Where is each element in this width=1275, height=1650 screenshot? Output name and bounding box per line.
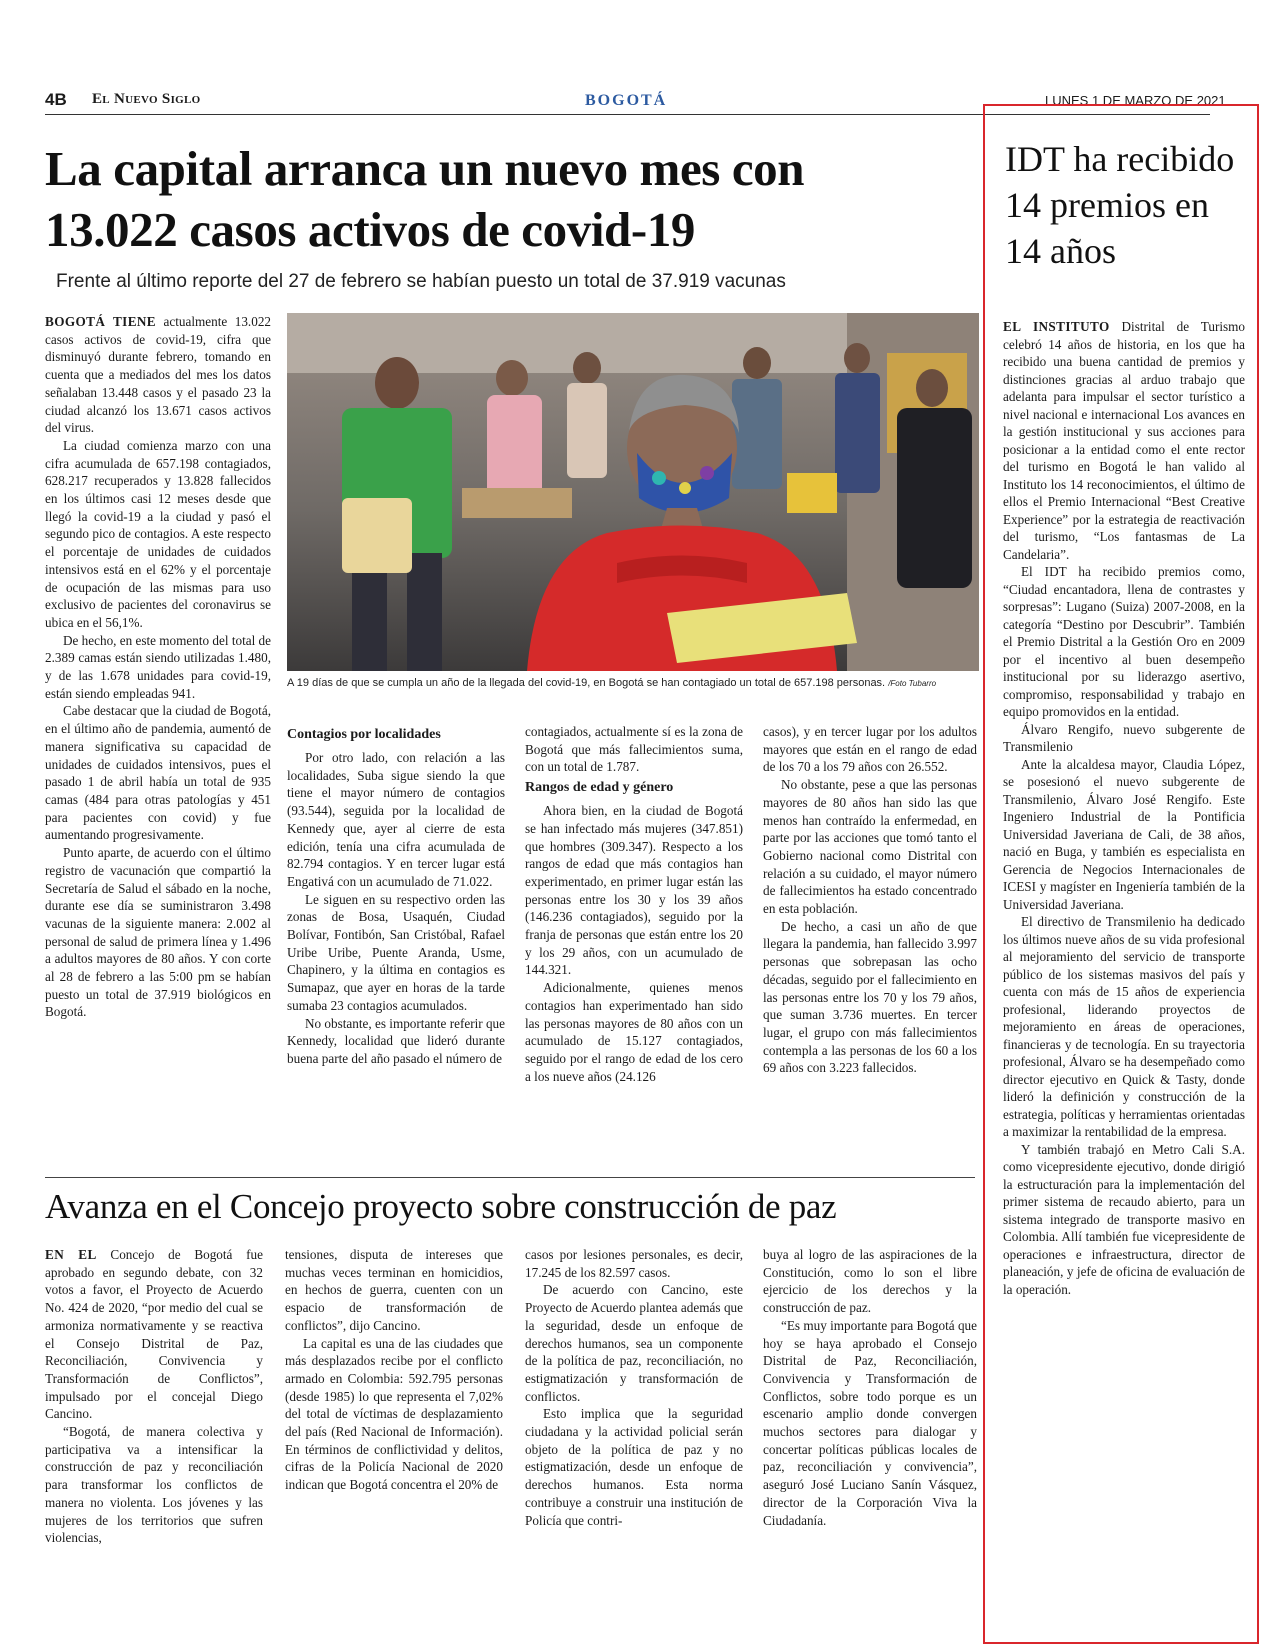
photo-caption	[287, 676, 977, 691]
issue-date: LUNES 1 DE MARZO DE 2021	[1045, 93, 1226, 108]
newspaper-name: El Nuevo Siglo	[92, 91, 201, 107]
main-col3-p0: contagiados, actualmente sí es la zona de Bogotá que más fallecimientos suma, con un total de 1.787.	[525, 724, 743, 775]
sidebar-p1: El IDT ha recibido premios como, “Ciudad encantadora, llena de contrastes y sorpresas”: Lugano (Suiza) 2007-2008, en la categoría “Destino por Descubrir”. También el Premio Distrital a la Gestión Oro en 2009 por el incentivo al buen desempeño institucional por su liderazgo asertivo, compromiso, responsabilidad y trabajo en equipo promovidos en la entidad.	[1003, 564, 1245, 719]
photo-illustration	[287, 313, 979, 671]
main-col1-p1: La ciudad comienza marzo con una cifra acumulada de 657.198 contagiados, 628.217 recuperados y 13.828 fallecidos en los últimos casi 12 meses desde que llegó la covid-19 a la ciudad y pasó el segundo pico de contagios. A este respecto el porcentaje de unidades de cuidados intensivos está en el 62% y el porcentaje de ocupación de las mismas para uso exclusivo de pacientes del coronavirus se ubica en el 56,1%.	[45, 437, 271, 630]
second-col3-p2: Esto implica que la seguridad ciudadana y la actividad policial serán objeto de la política de paz y no estigmatización, desde un enfoque de derechos humanos. Esta norma contribuye a construir una institución de Policía que contri-	[525, 1406, 743, 1528]
second-col3-p0: casos por lesiones personales, es decir, 17.245 de los 82.597 casos.	[525, 1247, 743, 1280]
second-col3-p1: De acuerdo con Cancino, este Proyecto de Acuerdo plantea además que la seguridad, desde un enfoque de derechos humanos, sea un componente de la política de paz, reconciliación, no estigmatización y transformación de conflictos.	[525, 1282, 743, 1404]
second-col2-p0: tensiones, disputa de intereses que muchas veces terminan en homicidios, en hechos de guerra, cuenten con un espacio de transformación de conflictos”, dijo Cancino.	[285, 1247, 503, 1333]
section-name: BOGOTÁ	[585, 92, 668, 109]
main-column-1	[45, 313, 271, 1021]
street-photo	[287, 313, 979, 671]
photo-credit: /Foto Tubarro	[888, 679, 937, 688]
second-col1-p1: “Bogotá, de manera colectiva y participativa va a intensificar la construcción de paz y reconciliación para transformar los conflictos de manera no violenta. Los jóvenes y las mujeres de los territorios que sufren violencias,	[45, 1424, 263, 1546]
main-col2-p1: Le siguen en su respectivo orden las zonas de Bosa, Usaquén, Ciudad Bolívar, Fontibón, San Cristóbal, Rafael Uribe Uribe, Puente Aranda, Usme, Chapinero, y la última en contagios es Sumapaz, que ayer en horas de la tarde sumaba 23 contagios acumulados.	[287, 891, 505, 1013]
sidebar-p5: Y también trabajó en Metro Cali S.A. como vicepresidente ejecutivo, donde dirigió la estructuración para la implementación del primer sistema de recaudo abierto, para un sistema integrado de transporte masivo en Colombia. Allí también fue vicepresidente de operaciones e infraestructura, director de planeación, y jefe de oficina de evaluación de la operación.	[1003, 1141, 1245, 1297]
second-col4-p0: buya al logro de las aspiraciones de la Constitución, como lo son el libre ejercicio de los derechos y la construcción de paz.	[763, 1247, 977, 1316]
second-col1-p0: Concejo de Bogotá fue aprobado en segundo debate, con 32 votos a favor, el Proyecto de Acuerdo No. 424 de 2020, “por medio del cual se armoniza normativamente y se reactiva el Consejo Distrital de Paz, Reconciliación, Convivencia y Transformación de Conflictos”, impulsado por el concejal Diego Cancino.	[45, 1247, 263, 1422]
main-column-2	[287, 723, 505, 1068]
second-col2-p1: La capital es una de las ciudades que más desplazados recibe por el conflicto armado en Colombia: 592.795 personas (desde 1985) lo que representa el 7,02% del total de víctimas de desplazamiento del país (Red Nacional de Información). En términos de conflictividad y delitos, cifras de la Policía Nacional de 2020 indican que Bogotá concentra el 20% de	[285, 1335, 503, 1493]
main-col3-p2: Adicionalmente, quienes menos contagios han experimentado han sido las personas mayores de 80 años con un acumulado de 15.127 contagiados, seguido por el rango de edad de los cero a los nueve años (24.126	[525, 980, 743, 1084]
edad-genero-subheading: Rangos de edad y género	[525, 780, 674, 796]
sidebar-p4: El directivo de Transmilenio ha dedicado los últimos nueve años de su vida profesional al mejoramiento del servicio de transporte público de los sistemas masivos del país y cuenta con más de 15 años de experiencia profesional, liderando proyectos de mejoramiento en áreas de operaciones, financieras y de tecnología. En su trayectoria profesional, Álvaro se ha desempeñado como director ejecutivo en Quick & Tasty, donde lideró la definición y construcción de la estrategia, políticas y herramientas orientadas a maximizar la rentabilidad de la empresa.	[1003, 914, 1245, 1139]
main-subhead: Frente al último reporte del 27 de febrero se habían puesto un total de 37.919 vacunas	[56, 271, 786, 292]
second-column-4	[763, 1246, 977, 1529]
main-column-4	[763, 723, 977, 1077]
main-col1-p0: actualmente 13.022 casos activos de covid-19, cifra que disminuyó durante febrero, tomando en cuenta que a mediados del mes los datos señalaban 13.448 casos y el pasado 23 la ciudad alcanzó los 13.671 casos activos del virus.	[45, 314, 272, 436]
second-headline: Avanza en el Concejo proyecto sobre construcción de paz	[45, 1187, 837, 1226]
main-col3-p1: Ahora bien, en la ciudad de Bogotá se han infectado más mujeres (347.851) que hombres (309.347). Respecto a los rangos de edad que más contagios han experimentado, en primer lugar están las personas entre los 30 y los 39 años (146.236 contagiados), seguido por la franja de personas que están entre los 20 y los 29 años, con un acumulado de 144.321.	[525, 803, 743, 978]
second-col4-p1: “Es muy importante para Bogotá que hoy se haya aprobado el Consejo Distrital de Paz, Reconciliación, Convivencia y Transformación de Conflictos, sobre todo porque es un escenario amplio donde convergen muchos sectores para dialogar y concertar políticas públicas locales de paz, reconciliación y convivencia”, aseguró José Luciano Sanín Vásquez, director de la Corporación Viva la Ciudadanía.	[763, 1317, 977, 1528]
main-headline: La capital arranca un nuevo mes con 13.022 casos activos de covid-19	[45, 141, 805, 257]
main-col4-p2: De hecho, a casi un año de que llegara la pandemia, han fallecido 3.997 personas que sobrepasan las ocho décadas, seguido por el fallecimiento en las personas entre los 70 y los 79 años, que suman 3.736 muertes. En tercer lugar, el grupo con más fallecimientos contempla a las personas de los 60 a los 69 años con 3.223 fallecidos.	[763, 918, 977, 1076]
second-column-3	[525, 1246, 743, 1529]
sidebar-title: IDT ha recibido 14 premios en 14 años	[1005, 139, 1235, 271]
main-col2-p0: Por otro lado, con relación a las localidades, Suba sigue siendo la que tiene el mayor número de contagios (93.544), seguida por la localidad de Kennedy que, ayer al cierre de esta edición, tenía una cifra acumulada de 82.794 contagios. Y en tercer lugar está Engativá con un acumulado de 71.022.	[287, 750, 505, 889]
main-col1-p2: De hecho, en este momento del total de 2.389 camas están siendo utilizadas 1.480, y de las 1.678 unidades para covid-19, están siendo empleadas 941.	[45, 632, 271, 701]
page-number: 4B	[45, 90, 67, 109]
second-column-2	[285, 1246, 503, 1494]
second-lead: EN EL	[45, 1247, 97, 1262]
section-divider	[45, 1177, 975, 1178]
main-column-3	[525, 723, 743, 1085]
sidebar-p0: Distrital de Turismo celebró 14 años de historia, en los que ha recibido una buena cantidad de premios y distinciones gracias al arduo trabajo que adelanta para impulsar el sector turístico a nivel nacional e internacional Los avances en la gestión institucional y sus acciones para posicionar a la entidad como el ente rector del turismo en Bogotá le han valido al Instituto los 14 reconocimientos, el último de ellos el Premio Internacional “Best Creative Experience” por la estrategia de reactivación del turismo, “Los fantasmas de La Candelaria”.	[1003, 319, 1245, 562]
main-lead: BOGOTÁ TIENE	[45, 314, 157, 329]
main-col4-p0: casos), y en tercer lugar por los adultos mayores que están en el rango de edad de los 70 a los 79 años con 26.552.	[763, 724, 977, 775]
main-col2-p2: No obstante, es importante referir que Kennedy, localidad que lideró durante buena parte del año pasado el número de	[287, 1015, 505, 1066]
sidebar-p3: Ante la alcaldesa mayor, Claudia López, se posesionó el nuevo subgerente de Transmilenio, Álvaro José Rengifo. Este Ingeniero Industrial de la Pontificia Universidad Javeriana de Cali, de 38 años, nació en Buga, y también es especialista en Gerencia de Negocios Internacionales de ICESI y magíster en Ingeniería también de la Universidad Javeriana.	[1003, 756, 1245, 912]
sidebar-subheading: Álvaro Rengifo, nuevo subgerente de Transmilenio	[1003, 721, 1245, 754]
second-column-1	[45, 1246, 263, 1547]
photo-caption-text: A 19 días de que se cumpla un año de la llegada del covid-19, en Bogotá se han contagiado un total de 657.198 personas.	[287, 677, 886, 689]
sidebar-column	[1003, 318, 1245, 1298]
main-col4-p1: No obstante, pese a que las personas mayores de 80 años han sido las que menos han contraído la enfermedad, en parte por las acciones que tomó tanto el Gobierno nacional como Distrital con relación a su cuidado, el mayor número de fallecimientos ha estado concentrado en esta población.	[763, 777, 977, 917]
main-col1-p3: Cabe destacar que la ciudad de Bogotá, en el último año de pandemia, aumentó de manera significativa su capacidad de unidades de cuidados intensivos, pues el pasado 1 de abril había un total de 935 camas (484 para otras patologías y 451 para pacientes con covid) y fue aumentando progresivamente.	[45, 703, 271, 843]
main-col1-p4: Punto aparte, de acuerdo con el último registro de vacunación que compartió la Secretaría de Salud el sábado en la noche, durante ese día se suministraron 3.498 vacunas de la siguiente manera: 2.002 al personal de salud de primera línea y 1.496 a adultos mayores de 80 años. Y con corte al 28 de febrero a las 5:00 pm se habían puesto un total de 37.919 biológicos en Bogotá.	[45, 845, 271, 1020]
localidades-subheading: Contagios por localidades	[287, 727, 441, 742]
sidebar-lead: EL INSTITUTO	[1003, 319, 1110, 334]
